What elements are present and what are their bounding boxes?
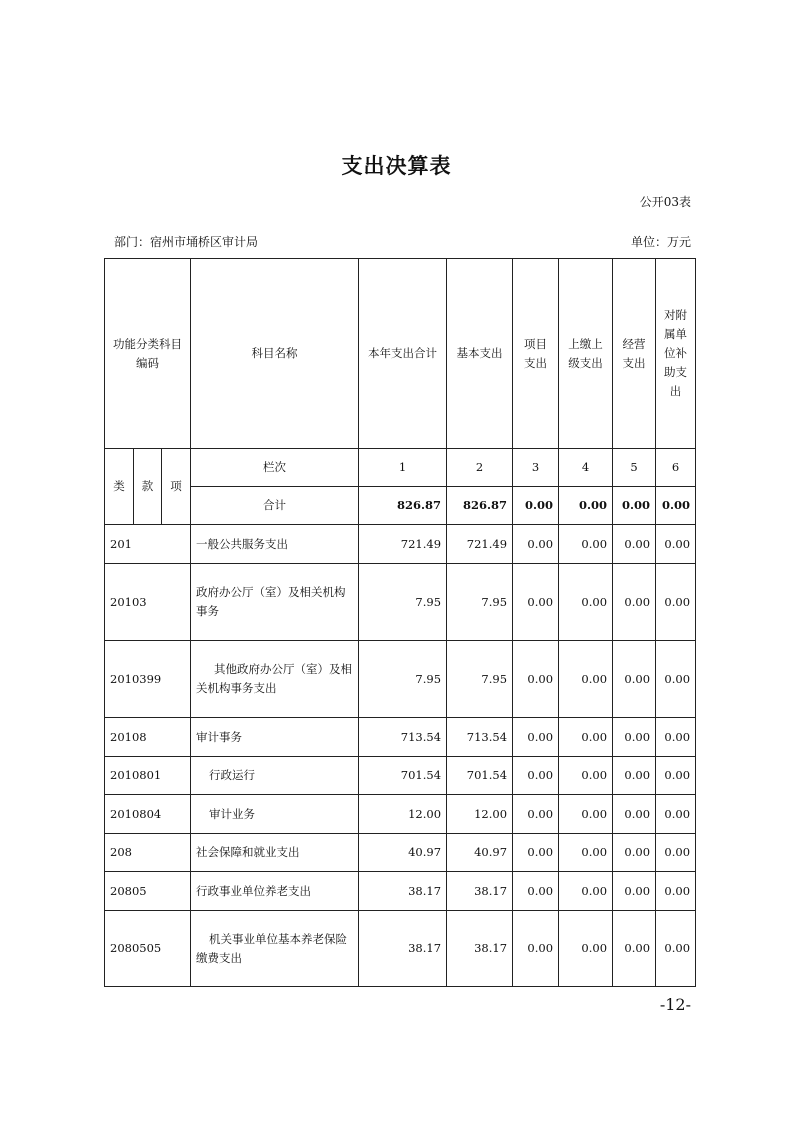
row-name-line: 机关事业单位基本养老保险 bbox=[209, 931, 348, 946]
header-upper bbox=[559, 259, 613, 449]
total-value-5: 0.00 bbox=[613, 487, 656, 525]
header-project-line1: 项目 bbox=[524, 336, 548, 351]
row-value: 0.00 bbox=[656, 757, 696, 795]
row-value: 0.00 bbox=[559, 872, 613, 911]
row-value: 0.00 bbox=[613, 911, 656, 987]
row-code: 20108 bbox=[105, 718, 191, 757]
header-lanci: 栏次 bbox=[191, 449, 359, 487]
row-value: 713.54 bbox=[447, 718, 513, 757]
row-value: 0.00 bbox=[613, 641, 656, 718]
row-value: 0.00 bbox=[656, 834, 696, 872]
total-value-1: 826.87 bbox=[359, 487, 447, 525]
row-value: 7.95 bbox=[447, 564, 513, 641]
table-row bbox=[105, 795, 696, 834]
form-number: 公开03表 bbox=[639, 195, 691, 209]
table-row bbox=[105, 872, 696, 911]
row-name bbox=[191, 757, 359, 795]
row-value: 0.00 bbox=[656, 795, 696, 834]
header-project bbox=[513, 259, 559, 449]
row-value: 0.00 bbox=[559, 834, 613, 872]
row-name bbox=[191, 872, 359, 911]
col-num-6: 6 bbox=[656, 449, 696, 487]
row-name-line: 行政事业单位养老支出 bbox=[196, 883, 312, 898]
row-value: 0.00 bbox=[559, 718, 613, 757]
row-name bbox=[191, 525, 359, 564]
col-num-5: 5 bbox=[613, 449, 656, 487]
row-value: 7.95 bbox=[447, 641, 513, 718]
row-name-line: 政府办公厅（室）及相关机构 bbox=[196, 585, 346, 599]
row-value: 0.00 bbox=[656, 872, 696, 911]
header-basic: 基本支出 bbox=[447, 259, 513, 449]
header-code-line1: 功能分类科目 bbox=[113, 336, 183, 351]
header-business-line1: 经营 bbox=[622, 336, 646, 351]
header-subsidy-line5: 出 bbox=[669, 384, 682, 398]
row-code: 20103 bbox=[105, 564, 191, 641]
row-value: 0.00 bbox=[513, 564, 559, 641]
row-value: 7.95 bbox=[359, 641, 447, 718]
header-subsidy-line3: 位补 bbox=[664, 346, 688, 360]
row-code: 2010804 bbox=[105, 795, 191, 834]
table-row bbox=[105, 718, 696, 757]
header-name: 科目名称 bbox=[191, 259, 359, 449]
header-code bbox=[105, 259, 191, 449]
row-name-line: 社会保障和就业支出 bbox=[196, 845, 300, 859]
row-code: 201 bbox=[105, 525, 191, 564]
header-subsidy bbox=[656, 259, 696, 449]
row-value: 0.00 bbox=[613, 718, 656, 757]
row-value: 0.00 bbox=[513, 718, 559, 757]
row-value: 38.17 bbox=[447, 911, 513, 987]
page-number: -12- bbox=[659, 995, 691, 1014]
row-value: 0.00 bbox=[513, 795, 559, 834]
total-value-3: 0.00 bbox=[513, 487, 559, 525]
row-value: 0.00 bbox=[613, 757, 656, 795]
row-value: 0.00 bbox=[613, 872, 656, 911]
row-value: 721.49 bbox=[359, 525, 447, 564]
department-label: 部门：宿州市埇桥区审计局 bbox=[114, 235, 259, 249]
row-name bbox=[191, 911, 359, 987]
header-total: 本年支出合计 bbox=[359, 259, 447, 449]
row-value: 0.00 bbox=[513, 525, 559, 564]
row-name-line: 关机构事务支出 bbox=[196, 681, 277, 695]
row-name bbox=[191, 834, 359, 872]
total-row bbox=[105, 487, 696, 525]
header-xiang: 项 bbox=[162, 449, 191, 525]
header-project-line2: 支出 bbox=[524, 355, 548, 370]
row-value: 713.54 bbox=[359, 718, 447, 757]
page-title: 支出决算表 bbox=[341, 153, 452, 178]
row-value: 0.00 bbox=[613, 525, 656, 564]
row-value: 0.00 bbox=[513, 911, 559, 987]
row-value: 0.00 bbox=[656, 525, 696, 564]
expenditure-table bbox=[104, 258, 696, 987]
table-row bbox=[105, 834, 696, 872]
row-value: 0.00 bbox=[656, 911, 696, 987]
row-value: 721.49 bbox=[447, 525, 513, 564]
row-value: 0.00 bbox=[559, 564, 613, 641]
header-business-line2: 支出 bbox=[622, 355, 646, 370]
row-code: 2010399 bbox=[105, 641, 191, 718]
unit-label: 单位：万元 bbox=[630, 235, 691, 249]
header-row bbox=[105, 259, 696, 449]
col-num-2: 2 bbox=[447, 449, 513, 487]
row-name-line: 行政运行 bbox=[209, 768, 256, 782]
total-value-2: 826.87 bbox=[447, 487, 513, 525]
row-value: 0.00 bbox=[513, 641, 559, 718]
header-business bbox=[613, 259, 656, 449]
row-value: 0.00 bbox=[613, 795, 656, 834]
total-value-6: 0.00 bbox=[656, 487, 696, 525]
table-row bbox=[105, 641, 696, 718]
header-subsidy-line1: 对附 bbox=[664, 308, 688, 322]
total-label: 合计 bbox=[191, 487, 359, 525]
row-value: 0.00 bbox=[656, 718, 696, 757]
header-subsidy-line2: 属单 bbox=[664, 327, 688, 341]
row-value: 701.54 bbox=[447, 757, 513, 795]
row-code: 2010801 bbox=[105, 757, 191, 795]
row-value: 0.00 bbox=[559, 641, 613, 718]
column-number-row bbox=[105, 449, 696, 487]
row-value: 40.97 bbox=[359, 834, 447, 872]
row-value: 0.00 bbox=[656, 564, 696, 641]
col-num-4: 4 bbox=[559, 449, 613, 487]
row-value: 38.17 bbox=[359, 872, 447, 911]
row-name bbox=[191, 795, 359, 834]
row-name-line: 审计事务 bbox=[196, 729, 243, 744]
row-value: 38.17 bbox=[359, 911, 447, 987]
total-value-4: 0.00 bbox=[559, 487, 613, 525]
row-code: 20805 bbox=[105, 872, 191, 911]
row-name-line: 其他政府办公厅（室）及相 bbox=[214, 662, 353, 676]
row-value: 0.00 bbox=[613, 564, 656, 641]
table-row bbox=[105, 525, 696, 564]
row-value: 40.97 bbox=[447, 834, 513, 872]
header-subsidy-line4: 助支 bbox=[664, 365, 688, 379]
row-value: 0.00 bbox=[559, 911, 613, 987]
row-name-line: 缴费支出 bbox=[196, 950, 243, 965]
header-lei: 类 bbox=[105, 449, 134, 525]
row-value: 0.00 bbox=[613, 834, 656, 872]
row-value: 38.17 bbox=[447, 872, 513, 911]
header-upper-line1: 上缴上 bbox=[568, 336, 603, 351]
table-row bbox=[105, 757, 696, 795]
row-code: 208 bbox=[105, 834, 191, 872]
header-upper-line2: 级支出 bbox=[568, 355, 603, 370]
row-value: 0.00 bbox=[559, 757, 613, 795]
header-code-line2: 编码 bbox=[136, 355, 160, 370]
row-value: 12.00 bbox=[447, 795, 513, 834]
row-name-line: 审计业务 bbox=[209, 806, 256, 821]
row-name bbox=[191, 718, 359, 757]
row-value: 0.00 bbox=[513, 872, 559, 911]
row-value: 0.00 bbox=[656, 641, 696, 718]
col-num-1: 1 bbox=[359, 449, 447, 487]
header-kuan: 款 bbox=[134, 449, 162, 525]
row-name-line: 一般公共服务支出 bbox=[196, 536, 289, 551]
row-value: 0.00 bbox=[559, 795, 613, 834]
row-value: 701.54 bbox=[359, 757, 447, 795]
row-name bbox=[191, 564, 359, 641]
table-row bbox=[105, 911, 696, 987]
row-value: 0.00 bbox=[559, 525, 613, 564]
row-value: 0.00 bbox=[513, 834, 559, 872]
row-name-line: 事务 bbox=[196, 604, 220, 618]
row-code: 2080505 bbox=[105, 911, 191, 987]
row-name bbox=[191, 641, 359, 718]
row-value: 7.95 bbox=[359, 564, 447, 641]
row-value: 12.00 bbox=[359, 795, 447, 834]
row-value: 0.00 bbox=[513, 757, 559, 795]
table-row bbox=[105, 564, 696, 641]
col-num-3: 3 bbox=[513, 449, 559, 487]
